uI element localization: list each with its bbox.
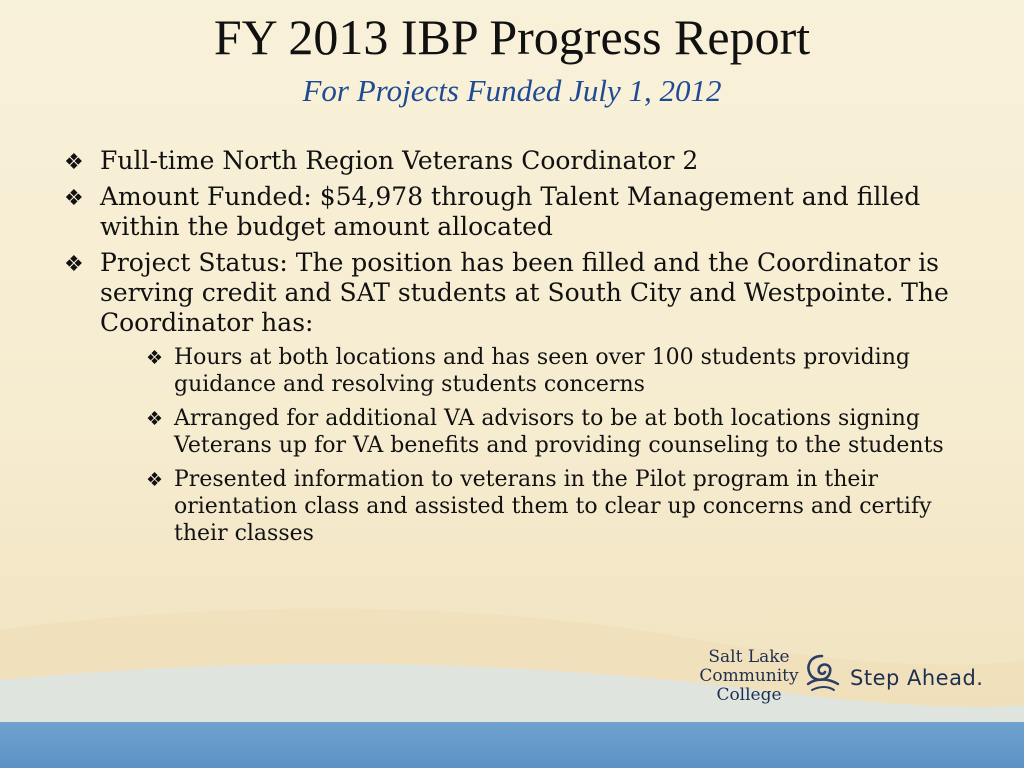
bullet-item bbox=[60, 182, 980, 242]
diamond-bullet-icon: ❖ bbox=[64, 186, 84, 211]
logo-tagline: Step Ahead. bbox=[850, 666, 984, 690]
college-name-line2: Community bbox=[699, 666, 799, 686]
slide-title: FY 2013 IBP Progress Report bbox=[213, 9, 811, 65]
sub-bullet-item bbox=[146, 466, 974, 547]
bottom-blue-band bbox=[0, 722, 1024, 768]
slide-subtitle: For Projects Funded July 1, 2012 bbox=[302, 73, 722, 108]
diamond-bullet-icon: ❖ bbox=[64, 252, 84, 277]
college-logo bbox=[690, 648, 990, 712]
bullet-text: Full-time North Region Veterans Coordinator 2 bbox=[100, 146, 699, 175]
diamond-bullet-icon: ❖ bbox=[64, 150, 84, 175]
bullet-text: Amount Funded: $54,978 through Talent Management and filled within the budget amount allocated bbox=[100, 182, 921, 241]
sub-bullet-text: Arranged for additional VA advisors to be at both locations signing Veterans up for VA benefits and providing counseling to the students bbox=[174, 406, 944, 458]
sub-bullet-item bbox=[146, 405, 974, 459]
college-name bbox=[690, 648, 808, 705]
college-name-line3: College bbox=[716, 685, 782, 705]
bullet-text: Project Status: The position has been filled and the Coordinator is serving credit and SAT students at South City and Westpointe. The Coordinator has: bbox=[100, 248, 949, 337]
bullet-item bbox=[60, 248, 980, 338]
swirl-logo-icon bbox=[802, 652, 842, 696]
sub-bullet-text: Presented information to veterans in the Pilot program in their orientation class and assisted them to clear up concerns and certify their classes bbox=[174, 467, 932, 546]
bullet-item bbox=[60, 146, 980, 176]
bullet-list bbox=[60, 146, 980, 554]
sub-bullet-item bbox=[146, 344, 974, 398]
diamond-bullet-icon: ❖ bbox=[146, 408, 164, 430]
college-name-line1: Salt Lake bbox=[708, 647, 790, 667]
sub-bullet-text: Hours at both locations and has seen over 100 students providing guidance and resolving students concerns bbox=[174, 345, 910, 397]
diamond-bullet-icon: ❖ bbox=[146, 347, 164, 369]
diamond-bullet-icon: ❖ bbox=[146, 469, 164, 491]
